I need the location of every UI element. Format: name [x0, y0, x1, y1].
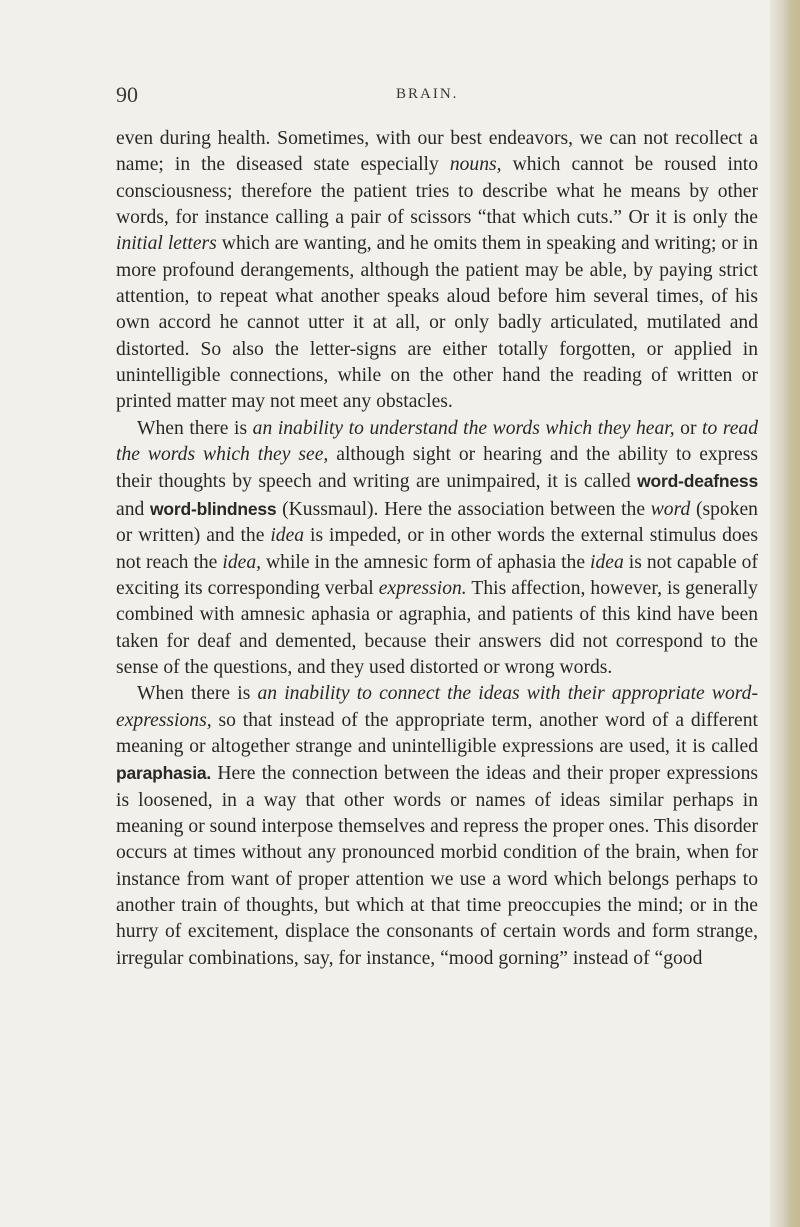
text-italic: initial letters	[116, 233, 217, 255]
text-italic: idea	[270, 525, 305, 547]
term-bold: paraphasia.	[116, 763, 212, 784]
text-segment: is not capable of exciting its corresponding verbal	[116, 551, 758, 599]
text-italic: an inability to connect the ideas with their appropriate word-expressions,	[116, 683, 758, 731]
term-bold: word-deafness	[637, 471, 758, 492]
text-segment: When there is	[137, 417, 253, 439]
text-italic: idea	[590, 551, 624, 573]
text-segment: When there is	[137, 683, 258, 705]
text-segment: and	[116, 498, 150, 520]
text-italic: expression.	[378, 577, 467, 599]
paragraph	[116, 681, 758, 972]
text-segment: which are wanting, and he omits them in speaking and writing; or in more profound derangements, although the patient may be able, by paying strict attention, to repeat what another speaks aloud before him several times, of his own accord he cannot utter it at all, or only badly articulated, mutilated and distorted. So also the letter-signs are either totally forgotten, or applied in unintelligible connections, while on the other hand the reading of written or printed matter may not meet any obstacles.	[116, 233, 758, 413]
text-segment: This affection, however, is generally combined with amnesic aphasia or agraphia, and patients of this kind have been taken for deaf and demented, because their answers did not correspond to the sense of the questions, and they used distorted or wrong words.	[116, 577, 758, 678]
text-italic: word	[650, 498, 691, 520]
text-segment: so that instead of the appropriate term, another word of a different meaning or altogether strange and unintelligible expressions are used, it is called	[116, 709, 758, 757]
text-segment: (spoken or written) and the	[116, 498, 758, 547]
page-number: 90	[116, 82, 138, 107]
text-italic: nouns,	[449, 154, 502, 176]
body-text	[116, 126, 758, 972]
text-italic: an inability to understand the words which they hear,	[252, 417, 675, 439]
text-italic: idea,	[222, 551, 262, 573]
text-segment: even during health. Sometimes, with our best endeavors, we can not recollect a name; in the diseased state especially	[116, 128, 758, 176]
text-segment: which cannot be roused into consciousness; therefore the patient tries to describe what he means by other words, for instance calling a pair of scissors “that which cuts.” Or it is only the	[116, 154, 758, 229]
text-italic: to read the words which they see,	[116, 417, 759, 466]
text-segment: or	[674, 417, 703, 439]
text-segment: although sight or hearing and the ability to express their thoughts by speech and writing are unimpaired, it is called	[116, 444, 758, 493]
paragraph	[116, 126, 758, 416]
paragraph	[116, 416, 758, 681]
term-bold: word-blindness	[149, 498, 277, 519]
text-segment: is impeded, or in other words the external stimulus does not reach the	[116, 525, 759, 573]
text-segment: while in the amnesic form of aphasia the	[261, 551, 591, 573]
page-header	[116, 82, 756, 110]
running-head: BRAIN.	[396, 86, 459, 102]
text-segment: Here the connection between the ideas and their proper expressions is loosened, in a way that other words or names of ideas similar perhaps in meaning or sound interpose themselves and repress the proper ones. This disorder occurs at times without any pronounced morbid condition of the brain, when for instance from want of proper attention we use a word which belongs perhaps to another train of thoughts, but which at that time preoccupies the mind; or in the hurry of excitement, displace the consonants of certain words and form strange, irregular combinations, say, for instance, “mood gorning” instead of “good	[116, 763, 758, 969]
text-segment: (Kussmaul). Here the association between the	[276, 498, 651, 520]
page-edge-shadow	[770, 0, 800, 1227]
